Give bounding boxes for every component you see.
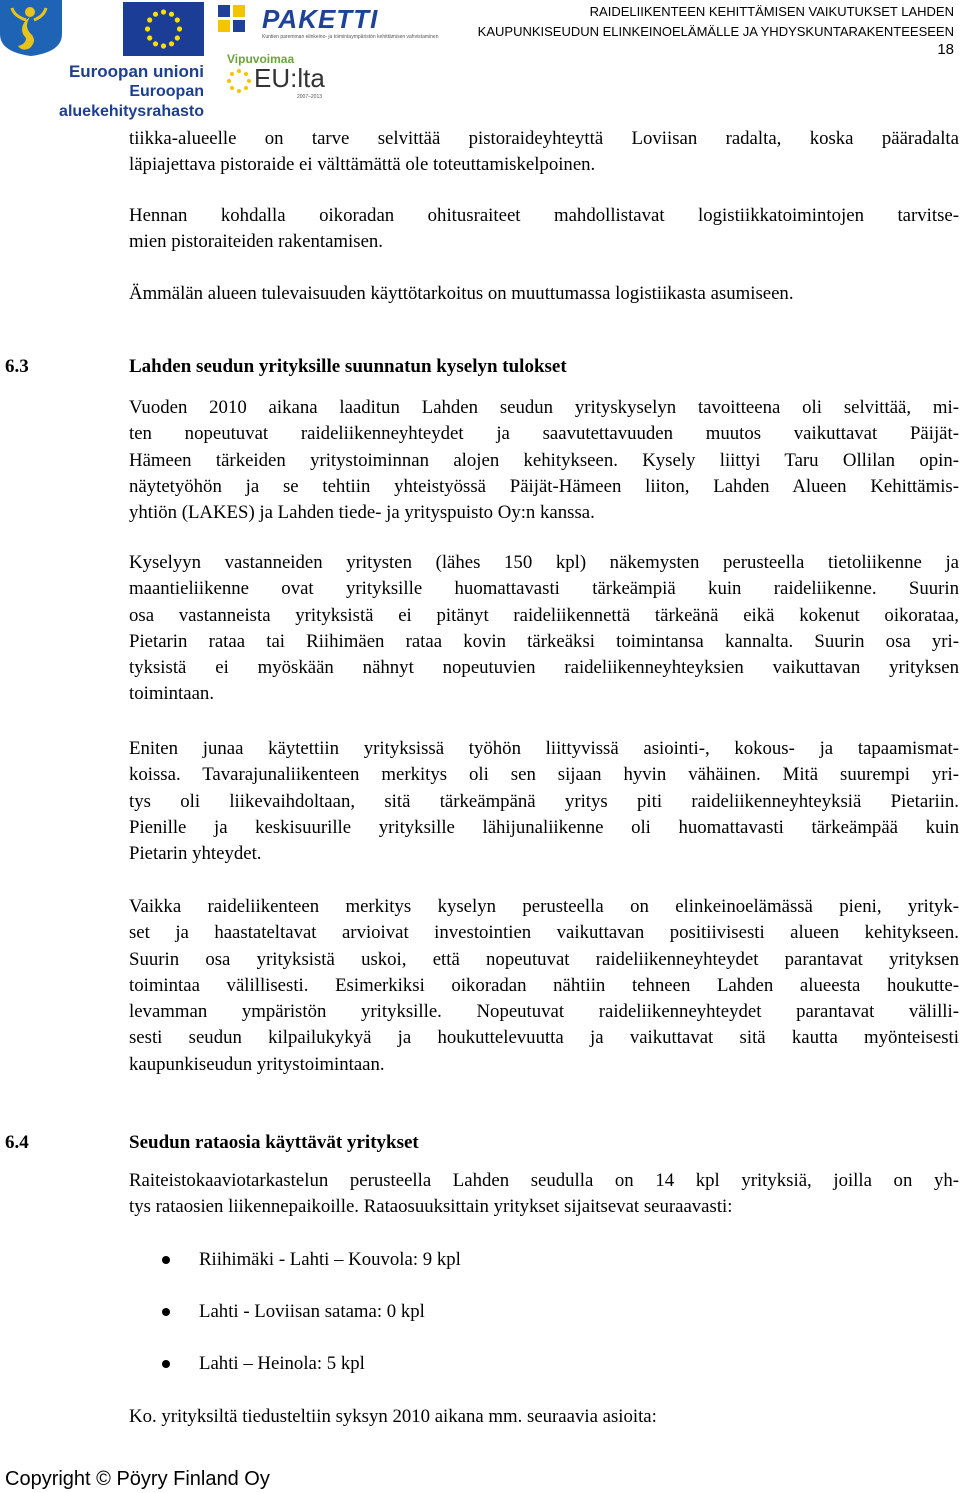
text-line: tyksistä ei myöskään nähnyt nopeutuvien raideliikenneyhteyksien vaikuttavan yrityksen: [129, 657, 959, 679]
section-6-3-paragraph-3: [129, 736, 959, 867]
page-number: 18: [937, 41, 954, 58]
text-line: yhtiön (LAKES) ja Lahden tiede- ja yrityspuisto Oy:n kanssa.: [129, 502, 595, 524]
section-heading: Lahden seudun yrityksille suunnatun kyselyn tulokset: [129, 356, 567, 377]
text-line: maantieliikenne ovat yrityksille huomattavasti tärkeämpiä kuin raideliikenne. Suurin: [129, 578, 959, 600]
text-line: toimintaa välillisesti. Esimerkiksi oikoradan nähtiin tehneen Lahden alueesta houkutte-: [129, 974, 959, 996]
text-line: Ko. yrityksiltä tiedusteltiin syksyn 2010 aikana mm. seuraavia asioita:: [129, 1406, 657, 1427]
text-line: tys oli liikevaihdoltaan, sitä tärkeämpänä yritys piti raideliikenneyhteyksiä Pietariin.: [129, 790, 959, 812]
text-line: mien pistoraiteiden rakentamisen.: [129, 231, 383, 253]
section-heading: Seudun rataosia käyttävät yritykset: [129, 1132, 419, 1153]
list-item: Lahti - Loviisan satama: 0 kpl: [199, 1301, 425, 1322]
text-line: set ja haastateltavat arvioivat investointien vaikuttavan positiivisesti alueen kehitykseen.: [129, 922, 959, 944]
text-line: Raiteistokaaviotarkastelun perusteella Lahden seudulla on 14 kpl yrityksiä, joilla on yh-: [129, 1170, 959, 1191]
eu-stars-small-icon: [226, 68, 252, 94]
paketti-logo-text: PAKETTI: [262, 4, 379, 34]
text-line: Vuoden 2010 aikana laaditun Lahden seudun yrityskyselyn tavoitteena oli selvittää, mi-: [129, 397, 959, 418]
text-line: näytetyöhön ja se tehtiin yhteistyössä Päijät-Hämeen liiton, Lahden Alueen Kehittämis-: [129, 475, 959, 497]
document-title-line-1: RAIDELIIKENTEEN KEHITTÄMISEN VAIKUTUKSET LAHDEN: [589, 4, 954, 19]
text-line: Hämeen tärkeiden yritystoiminnan alojen kehitykseen. Kysely liittyi Taru Ollilan opin-: [129, 449, 959, 471]
bullet-icon: [162, 1360, 170, 1368]
section-6-4-closing: [129, 1404, 959, 1430]
section-number: 6.3: [5, 356, 29, 377]
text-line: ten nopeutuvat raideliikenneyhteydet ja saavutettavuuden muutos vaikuttavat Päijät-: [129, 423, 959, 445]
text-line: sesti seudun kilpailukykyä ja houkuttelevuutta ja vaikuttavat sitä kautta myönteisesti: [129, 1027, 959, 1049]
section-6-3-paragraph-1: [129, 395, 959, 526]
text-line: Pietarin rataa tai Riihimäen rataa kovin tärkeäksi toimintansa kannalta. Suurin osa yri-: [129, 630, 959, 652]
intro-paragraph-1: [129, 126, 959, 179]
program-years: 2007–2013: [297, 94, 323, 100]
lahti-mermaid-logo-icon: [0, 0, 62, 56]
eu-line-2: Euroopan aluekehitysrahasto: [59, 83, 204, 120]
text-line: Kyselyyn vastanneiden yritysten (lähes 150 kpl) näkemysten perusteella tietoliikenne ja: [129, 552, 959, 573]
text-line: levamman ympäristön yrityksille. Nopeutuvat raideliikenneyhteydet parantavat välilli-: [129, 1001, 959, 1023]
section-6-4-paragraph-1: [129, 1168, 959, 1221]
bullet-icon: [162, 1308, 170, 1316]
vipuvoimaa-text: Vipuvoimaa: [227, 52, 295, 66]
intro-paragraph-3: [129, 281, 959, 307]
text-line: Suurin osa yrityksistä uskoi, että nopeutuvat raideliikenneyhteydet parantavat yrityksen: [129, 948, 959, 970]
document-title: [478, 2, 954, 42]
list-item: Riihimäki - Lahti – Kouvola: 9 kpl: [199, 1249, 461, 1270]
text-line: tys rataosien liikennepaikoille. Rataosuuksittain yritykset sijaitsevat seuraavasti:: [129, 1196, 733, 1218]
intro-paragraph-2: [129, 203, 959, 256]
text-line: Eniten junaa käytettiin yrityksissä työhön liittyvissä asiointi-, kokous- ja tapaamismat-: [129, 738, 959, 759]
document-title-line-2: KAUPUNKISEUDUN ELINKEINOELÄMÄLLE JA YHDYSKUNTARAKENTEESEEN: [477, 24, 954, 39]
section-6-3-paragraph-2: [129, 550, 959, 708]
bullet-icon: [162, 1256, 170, 1264]
text-line: tiikka-alueelle on tarve selvittää pistoraideyhteyttä Loviisan radalta, koska pääradalta: [129, 128, 959, 149]
text-line: Pienille ja keskisuurille yrityksille lähijunaliikenne oli huomattavasti tärkeämpää kuin: [129, 816, 959, 838]
text-line: läpiajettava pistoraide ei välttämättä ole toteuttamiskelpoinen.: [129, 154, 596, 176]
eu-logo-text: [0, 62, 204, 122]
footer-copyright: Copyright © Pöyry Finland Oy: [5, 1468, 270, 1490]
text-line: Pietarin yhteydet.: [129, 843, 262, 865]
text-line: kaupunkiseudun yritystoimintaan.: [129, 1053, 385, 1075]
paketti-squares-icon: [218, 5, 246, 33]
section-number: 6.4: [5, 1132, 29, 1153]
text-line: toimintaan.: [129, 683, 215, 705]
eu-flag-icon: [123, 2, 204, 56]
list-item: Lahti – Heinola: 5 kpl: [199, 1353, 365, 1374]
text-line: Hennan kohdalla oikoradan ohitusraiteet mahdollistavat logistiikkatoimintojen tarvitse-: [129, 205, 959, 226]
eu-line-1: Euroopan unioni: [68, 62, 204, 81]
text-line: koissa. Tavarajunaliikenteen merkitys oli sen sijaan hyvin vähäinen. Mitä suurempi yri-: [129, 764, 959, 786]
text-line: Vaikka raideliikenteen merkitys kyselyn perusteella on elinkeinoelämässä pieni, yrityk-: [129, 896, 959, 917]
eu-lta-text: EU:lta: [254, 63, 325, 93]
text-line: osa vastanneista yrityksistä ei pitänyt raideliikennettä tärkeänä eikä kokenut oikorataa,: [129, 604, 959, 626]
paketti-subtitle: Kuntien paremman elinkeino- ja toimintaympäristön kehittämisen vahvistaminen: [262, 34, 439, 40]
section-6-3-paragraph-4: [129, 894, 959, 1078]
text-line: Ämmälän alueen tulevaisuuden käyttötarkoitus on muuttumassa logistiikasta asumiseen.: [129, 283, 794, 304]
